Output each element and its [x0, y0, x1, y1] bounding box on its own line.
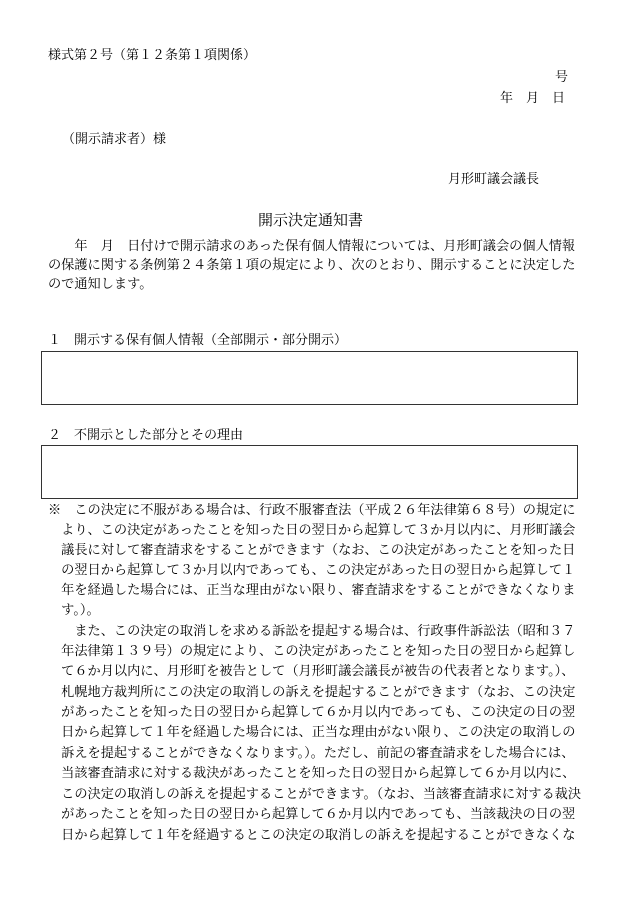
section-1-heading: １ 開示する保有個人情報（全部開示・部分開示）: [48, 333, 348, 348]
notice-line: があったことを知った日の翌日から起算して６か月以内であっても、この決定の日の翌: [48, 705, 576, 720]
intro-line: の保護に関する条例第２４条第１項の規定により、次のとおり、開示することに決定した: [48, 258, 576, 273]
notice-line: て６か月以内に、月形町を被告として（月形町議会議長が被告の代表者となります。）、: [48, 664, 575, 679]
notice-line: また、この決定の取消しを求める訴訟を提起する場合は、行政事件訴訟法（昭和３７: [48, 624, 576, 639]
notice-line: 当該審査請求に対する裁決があったことを知った日の翌日から起算して６か月以内に、: [48, 766, 576, 781]
intro-line: ので通知します。: [48, 277, 153, 292]
section-2-heading: ２ 不開示とした部分とその理由: [48, 428, 244, 443]
form-number: 様式第２号（第１２条第１項関係）: [48, 48, 257, 63]
recipient-name: （開示請求者）様: [62, 132, 167, 147]
intro-line: 年 月 日付けで開示請求のあった保有個人情報については、月形町議会の個人情報: [48, 239, 576, 254]
notice-line: 年を経過した場合には、正当な理由がない限り、審査請求をすることができなくなりま: [48, 583, 576, 598]
disclosed-info-box: [41, 351, 578, 405]
non-disclosure-reason-box: [41, 445, 578, 499]
document-number-label: 号: [555, 70, 569, 85]
notice-line: この決定の取消しの訴えを提起することができます。（なお、当該審査請求に対する裁決: [48, 787, 582, 802]
notice-line: 日から起算して１年を経過した場合には、正当な理由がない限り、この決定の取消しの: [48, 725, 576, 740]
document-title: 開示決定通知書: [258, 211, 364, 229]
notice-line: があったことを知った日の翌日から起算して６か月以内であっても、当該裁決の日の翌: [48, 807, 576, 822]
notice-line: の翌日から起算して３か月以内であっても、この決定があった日の翌日から起算して１: [48, 563, 576, 578]
notice-line: より、この決定があったことを知った日の翌日から起算して３か月以内に、月形町議会: [48, 523, 576, 538]
notice-line: 議長に対して審査請求をすることができます（なお、この決定があったことを知った日: [48, 543, 576, 558]
sender-name: 月形町議会議長: [448, 172, 540, 187]
notice-line: 訴えを提起することができなくなります。）。ただし、前記の審査請求をした場合には、: [48, 746, 575, 761]
notice-line: 札幌地方裁判所にこの決定の取消しの訴えを提起することができます（なお、この決定: [48, 685, 576, 700]
date-label: 年 月 日: [500, 91, 566, 106]
notice-line: す。）。: [48, 603, 100, 618]
notice-line: 日から起算して１年を経過するとこの決定の取消しの訴えを提起することができなくな: [48, 828, 576, 843]
notice-line: ※ この決定に不服がある場合は、行政不服審査法（平成２６年法律第６８号）の規定に: [48, 503, 576, 518]
notice-line: 年法律第１３９号）の規定により、この決定があったことを知った日の翌日から起算し: [48, 644, 576, 659]
